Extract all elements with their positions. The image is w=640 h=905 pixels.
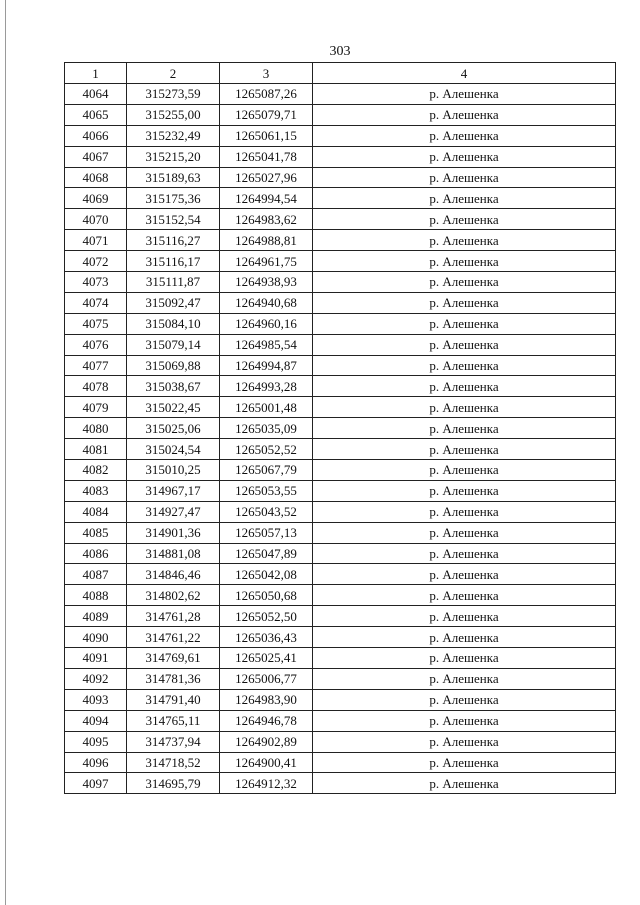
table-row	[65, 522, 616, 543]
point-number-cell: 4067	[65, 146, 127, 167]
point-number-cell: 4077	[65, 355, 127, 376]
y-coordinate-cell: 1264940,68	[220, 292, 313, 313]
description-cell: р. Алешенка	[313, 752, 616, 773]
y-coordinate-cell: 1264960,16	[220, 313, 313, 334]
table-row	[65, 104, 616, 125]
table-row	[65, 480, 616, 501]
point-number-cell: 4073	[65, 272, 127, 293]
y-coordinate-cell: 1265052,52	[220, 439, 313, 460]
point-number-cell: 4095	[65, 731, 127, 752]
table-row	[65, 668, 616, 689]
y-coordinate-cell: 1264983,62	[220, 209, 313, 230]
x-coordinate-cell: 315273,59	[127, 84, 220, 105]
point-number-cell: 4068	[65, 167, 127, 188]
column-header-3: 3	[220, 63, 313, 84]
description-cell: р. Алешенка	[313, 627, 616, 648]
point-number-cell: 4087	[65, 564, 127, 585]
description-cell: р. Алешенка	[313, 376, 616, 397]
table-row	[65, 251, 616, 272]
x-coordinate-cell: 314802,62	[127, 585, 220, 606]
point-number-cell: 4082	[65, 460, 127, 481]
column-header-1: 1	[65, 63, 127, 84]
table-row	[65, 355, 616, 376]
y-coordinate-cell: 1265047,89	[220, 543, 313, 564]
page-edge-line	[5, 0, 6, 905]
point-number-cell: 4066	[65, 125, 127, 146]
point-number-cell: 4081	[65, 439, 127, 460]
description-cell: р. Алешенка	[313, 313, 616, 334]
table-body	[65, 84, 616, 794]
description-cell: р. Алешенка	[313, 292, 616, 313]
table-row	[65, 209, 616, 230]
description-cell: р. Алешенка	[313, 230, 616, 251]
point-number-cell: 4093	[65, 689, 127, 710]
y-coordinate-cell: 1265067,79	[220, 460, 313, 481]
point-number-cell: 4070	[65, 209, 127, 230]
table-row	[65, 752, 616, 773]
y-coordinate-cell: 1264993,28	[220, 376, 313, 397]
description-cell: р. Алешенка	[313, 585, 616, 606]
point-number-cell: 4076	[65, 334, 127, 355]
y-coordinate-cell: 1265052,50	[220, 606, 313, 627]
x-coordinate-cell: 314761,22	[127, 627, 220, 648]
x-coordinate-cell: 315175,36	[127, 188, 220, 209]
description-cell: р. Алешенка	[313, 397, 616, 418]
page-number: 303	[329, 44, 351, 59]
point-number-cell: 4094	[65, 710, 127, 731]
table-row	[65, 313, 616, 334]
table-row	[65, 710, 616, 731]
description-cell: р. Алешенка	[313, 501, 616, 522]
x-coordinate-cell: 315024,54	[127, 439, 220, 460]
y-coordinate-cell: 1265035,09	[220, 418, 313, 439]
description-cell: р. Алешенка	[313, 439, 616, 460]
table-row	[65, 773, 616, 794]
y-coordinate-cell: 1265042,08	[220, 564, 313, 585]
description-cell: р. Алешенка	[313, 167, 616, 188]
y-coordinate-cell: 1264994,54	[220, 188, 313, 209]
description-cell: р. Алешенка	[313, 648, 616, 669]
point-number-cell: 4086	[65, 543, 127, 564]
description-cell: р. Алешенка	[313, 334, 616, 355]
y-coordinate-cell: 1264946,78	[220, 710, 313, 731]
table-row	[65, 125, 616, 146]
x-coordinate-cell: 314881,08	[127, 543, 220, 564]
description-cell: р. Алешенка	[313, 606, 616, 627]
description-cell: р. Алешенка	[313, 689, 616, 710]
table-row	[65, 564, 616, 585]
y-coordinate-cell: 1264902,89	[220, 731, 313, 752]
table-row	[65, 188, 616, 209]
y-coordinate-cell: 1264994,87	[220, 355, 313, 376]
x-coordinate-cell: 315084,10	[127, 313, 220, 334]
description-cell: р. Алешенка	[313, 209, 616, 230]
point-number-cell: 4074	[65, 292, 127, 313]
point-number-cell: 4069	[65, 188, 127, 209]
point-number-cell: 4091	[65, 648, 127, 669]
x-coordinate-cell: 314765,11	[127, 710, 220, 731]
x-coordinate-cell: 315232,49	[127, 125, 220, 146]
table-row	[65, 272, 616, 293]
description-cell: р. Алешенка	[313, 355, 616, 376]
point-number-cell: 4096	[65, 752, 127, 773]
x-coordinate-cell: 315215,20	[127, 146, 220, 167]
x-coordinate-cell: 315092,47	[127, 292, 220, 313]
description-cell: р. Алешенка	[313, 480, 616, 501]
table-row	[65, 585, 616, 606]
point-number-cell: 4090	[65, 627, 127, 648]
table-row	[65, 292, 616, 313]
description-cell: р. Алешенка	[313, 543, 616, 564]
x-coordinate-cell: 314846,46	[127, 564, 220, 585]
y-coordinate-cell: 1265025,41	[220, 648, 313, 669]
description-cell: р. Алешенка	[313, 668, 616, 689]
table-row	[65, 334, 616, 355]
y-coordinate-cell: 1265001,48	[220, 397, 313, 418]
table-header-row	[65, 63, 616, 84]
table-row	[65, 230, 616, 251]
table-row	[65, 84, 616, 105]
y-coordinate-cell: 1265036,43	[220, 627, 313, 648]
x-coordinate-cell: 314695,79	[127, 773, 220, 794]
x-coordinate-cell: 314718,52	[127, 752, 220, 773]
x-coordinate-cell: 314791,40	[127, 689, 220, 710]
y-coordinate-cell: 1265057,13	[220, 522, 313, 543]
description-cell: р. Алешенка	[313, 188, 616, 209]
x-coordinate-cell: 314769,61	[127, 648, 220, 669]
point-number-cell: 4097	[65, 773, 127, 794]
x-coordinate-cell: 315255,00	[127, 104, 220, 125]
description-cell: р. Алешенка	[313, 522, 616, 543]
y-coordinate-cell: 1265061,15	[220, 125, 313, 146]
description-cell: р. Алешенка	[313, 84, 616, 105]
description-cell: р. Алешенка	[313, 104, 616, 125]
x-coordinate-cell: 315079,14	[127, 334, 220, 355]
table-row	[65, 501, 616, 522]
table-row	[65, 439, 616, 460]
y-coordinate-cell: 1264985,54	[220, 334, 313, 355]
description-cell: р. Алешенка	[313, 146, 616, 167]
y-coordinate-cell: 1265087,26	[220, 84, 313, 105]
y-coordinate-cell: 1264983,90	[220, 689, 313, 710]
table-row	[65, 376, 616, 397]
description-cell: р. Алешенка	[313, 460, 616, 481]
x-coordinate-cell: 314927,47	[127, 501, 220, 522]
point-number-cell: 4085	[65, 522, 127, 543]
table-row	[65, 543, 616, 564]
point-number-cell: 4088	[65, 585, 127, 606]
column-header-4: 4	[313, 63, 616, 84]
x-coordinate-cell: 315025,06	[127, 418, 220, 439]
y-coordinate-cell: 1264900,41	[220, 752, 313, 773]
description-cell: р. Алешенка	[313, 251, 616, 272]
table-row	[65, 627, 616, 648]
description-cell: р. Алешенка	[313, 773, 616, 794]
point-number-cell: 4084	[65, 501, 127, 522]
table-row	[65, 167, 616, 188]
y-coordinate-cell: 1264938,93	[220, 272, 313, 293]
x-coordinate-cell: 314967,17	[127, 480, 220, 501]
table-row	[65, 460, 616, 481]
y-coordinate-cell: 1265053,55	[220, 480, 313, 501]
point-number-cell: 4064	[65, 84, 127, 105]
table-row	[65, 689, 616, 710]
point-number-cell: 4071	[65, 230, 127, 251]
point-number-cell: 4083	[65, 480, 127, 501]
description-cell: р. Алешенка	[313, 710, 616, 731]
point-number-cell: 4075	[65, 313, 127, 334]
x-coordinate-cell: 315116,27	[127, 230, 220, 251]
x-coordinate-cell: 315022,45	[127, 397, 220, 418]
y-coordinate-cell: 1264988,81	[220, 230, 313, 251]
x-coordinate-cell: 315038,67	[127, 376, 220, 397]
y-coordinate-cell: 1264912,32	[220, 773, 313, 794]
x-coordinate-cell: 314781,36	[127, 668, 220, 689]
x-coordinate-cell: 315189,63	[127, 167, 220, 188]
point-number-cell: 4080	[65, 418, 127, 439]
x-coordinate-cell: 315010,25	[127, 460, 220, 481]
y-coordinate-cell: 1265043,52	[220, 501, 313, 522]
description-cell: р. Алешенка	[313, 418, 616, 439]
point-number-cell: 4065	[65, 104, 127, 125]
description-cell: р. Алешенка	[313, 272, 616, 293]
point-number-cell: 4089	[65, 606, 127, 627]
y-coordinate-cell: 1265079,71	[220, 104, 313, 125]
y-coordinate-cell: 1264961,75	[220, 251, 313, 272]
y-coordinate-cell: 1265041,78	[220, 146, 313, 167]
table-row	[65, 731, 616, 752]
x-coordinate-cell: 315069,88	[127, 355, 220, 376]
x-coordinate-cell: 315111,87	[127, 272, 220, 293]
x-coordinate-cell: 314737,94	[127, 731, 220, 752]
point-number-cell: 4092	[65, 668, 127, 689]
table-row	[65, 606, 616, 627]
description-cell: р. Алешенка	[313, 125, 616, 146]
table-row	[65, 146, 616, 167]
x-coordinate-cell: 314761,28	[127, 606, 220, 627]
column-header-2: 2	[127, 63, 220, 84]
x-coordinate-cell: 314901,36	[127, 522, 220, 543]
table-row	[65, 418, 616, 439]
coordinates-table	[64, 62, 616, 794]
table-row	[65, 397, 616, 418]
table-row	[65, 648, 616, 669]
point-number-cell: 4072	[65, 251, 127, 272]
y-coordinate-cell: 1265050,68	[220, 585, 313, 606]
description-cell: р. Алешенка	[313, 731, 616, 752]
description-cell: р. Алешенка	[313, 564, 616, 585]
x-coordinate-cell: 315152,54	[127, 209, 220, 230]
x-coordinate-cell: 315116,17	[127, 251, 220, 272]
point-number-cell: 4078	[65, 376, 127, 397]
y-coordinate-cell: 1265006,77	[220, 668, 313, 689]
point-number-cell: 4079	[65, 397, 127, 418]
y-coordinate-cell: 1265027,96	[220, 167, 313, 188]
